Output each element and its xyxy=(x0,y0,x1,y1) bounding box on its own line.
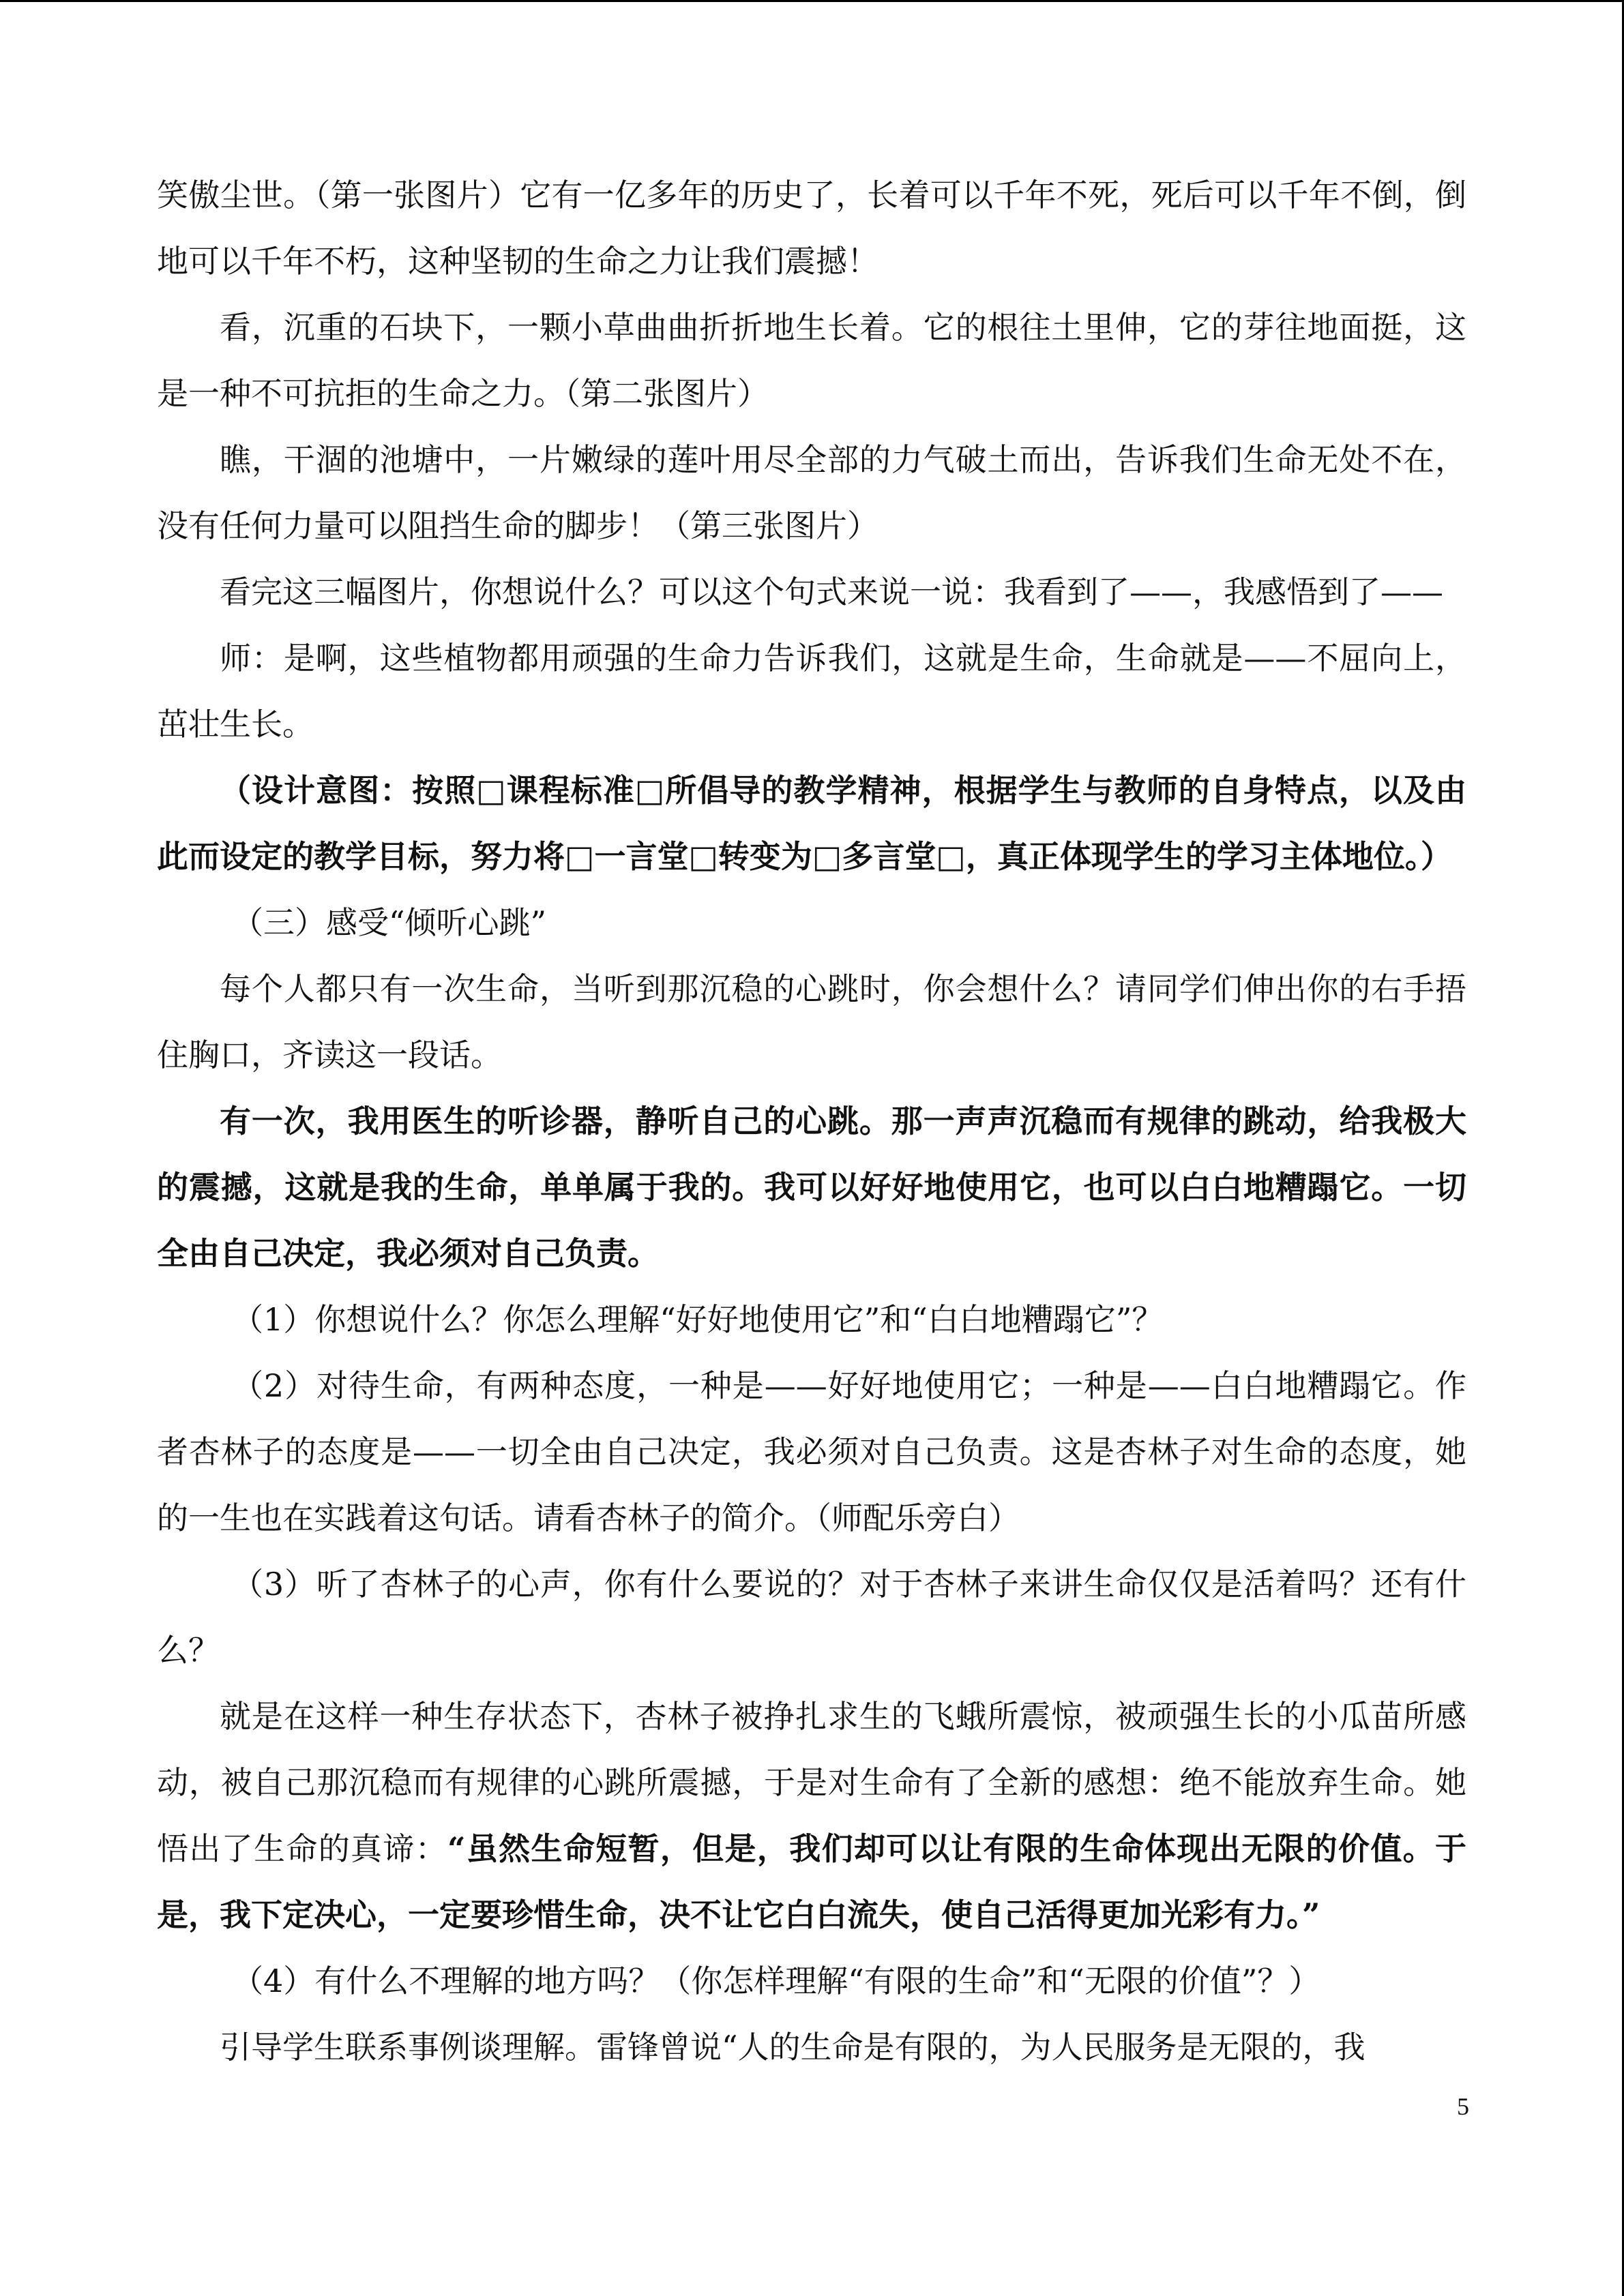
paragraph-design-intent: （设计意图：按照□课程标准□所倡导的教学精神，根据学生与教师的自身特点，以及由此而设定的教学目标，努力将□一言堂□转变为□多言堂□，真正体现学生的学习主体地位。） xyxy=(157,772,1466,875)
paragraph-lotus: 瞧，干涸的池塘中，一片嫩绿的莲叶用尽全部的力气破土而出，告诉我们生命无处不在，没有任何力量可以阻挡生命的脚步！（第三张图片） xyxy=(157,441,1466,544)
top-border xyxy=(0,0,1624,2)
paragraph-continuation: 笑傲尘世。（第一张图片）它有一亿多年的历史了，长着可以千年不死，死后可以千年不倒，倒地可以千年不朽，这种坚韧的生命之力让我们震撼！ xyxy=(157,177,1466,280)
question-1: （1）你想说什么？你怎么理解“好好地使用它”和“白白地糟蹋它”？ xyxy=(232,1301,1164,1338)
paragraph-truth xyxy=(157,1684,1466,1948)
paragraph-truth-lead: 就是在这样一种生存状态下，杏林子被挣扎求生的飞蛾所震惊，被顽强生长的小瓜苗所感动，被自己那沉稳而有规律的心跳所震撼，于是对生命有了全新的感想：绝不能放弃生命。她悟出了生命的真谛： xyxy=(157,1698,1466,1867)
paragraph-truth-quote: “虽然生命短暂，但是，我们却可以让有限的生命体现出无限的价值。于是，我下定决心，一定要珍惜生命，决不让它白白流失，使自己活得更加光彩有力。” xyxy=(157,1830,1466,1933)
paragraph-grass: 看，沉重的石块下，一颗小草曲曲折折地生长着。它的根往土里伸，它的芽往地面挺，这是一种不可抗拒的生命之力。（第二张图片） xyxy=(157,309,1466,412)
page-number: 5 xyxy=(1457,2093,1469,2120)
section-heading: （三）感受“倾听心跳” xyxy=(232,904,547,941)
question-2: （2）对待生命，有两种态度，一种是——好好地使用它；一种是——白白地糟蹋它。作者杏林子的态度是——一切全由自己决定，我必须对自己负责。这是杏林子对生命的态度，她的一生也在实践着这句话。请看杏林子的简介。（师配乐旁白） xyxy=(157,1367,1466,1536)
paragraph-question: 看完这三幅图片，你想说什么？可以这个句式来说一说：我看到了——，我感悟到了—— xyxy=(220,573,1443,610)
body-text xyxy=(157,162,1466,2081)
paragraph-quote-heartbeat: 有一次，我用医生的听诊器，静听自己的心跳。那一声声沉稳而有规律的跳动，给我极大的震撼，这就是我的生命，单单属于我的。我可以好好地使用它，也可以白白地糟蹋它。一切全由自己决定，我必须对自己负责。 xyxy=(157,1103,1466,1272)
paragraph-leifeng: 引导学生联系事例谈理解。雷锋曾说“人的生命是有限的，为人民服务是无限的，我 xyxy=(220,2029,1365,2066)
question-3: （3）听了杏林子的心声，你有什么要说的？对于杏林子来讲生命仅仅是活着吗？还有什么？ xyxy=(157,1566,1466,1669)
paragraph-heartbeat-intro: 每个人都只有一次生命，当听到那沉稳的心跳时，你会想什么？请同学们伸出你的右手捂住胸口，齐读这一段话。 xyxy=(157,970,1466,1073)
question-4: （4）有什么不理解的地方吗？（你怎样理解“有限的生命”和“无限的价值”？） xyxy=(232,1963,1320,1999)
paragraph-teacher: 师：是啊，这些植物都用顽强的生命力告诉我们，这就是生命，生命就是——不屈向上，茁壮生长。 xyxy=(157,640,1466,743)
